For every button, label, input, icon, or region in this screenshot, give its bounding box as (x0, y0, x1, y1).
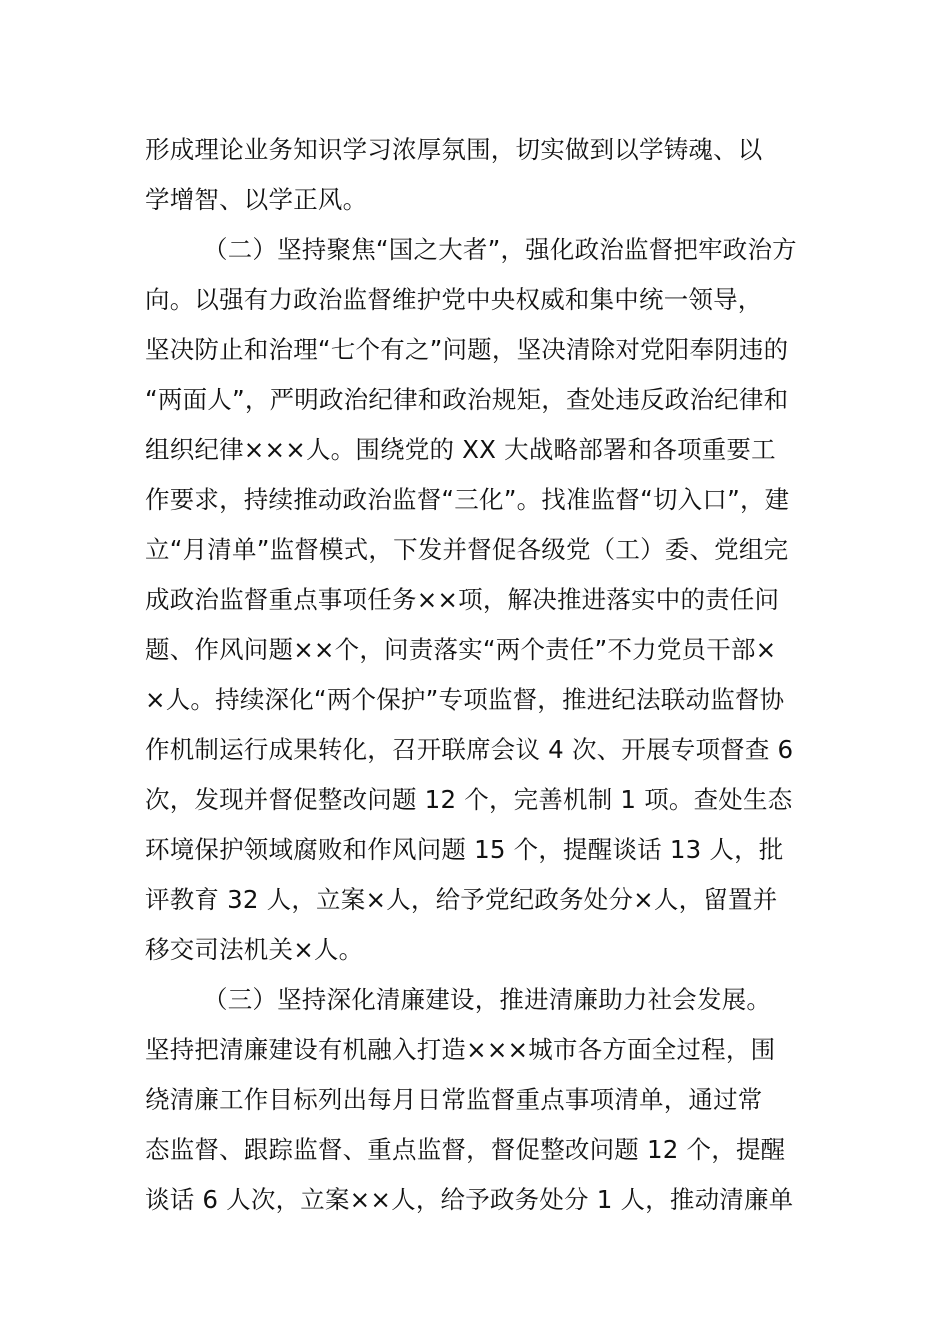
text-line: 谈话 6 人次，立案××人，给予政务处分 1 人，推动清廉单 (145, 1185, 794, 1214)
text-line: 组织纪律×××人。围绕党的 XX 大战略部署和各项重要工 (145, 435, 776, 464)
section-heading-3: （三）坚持深化清廉建设，推进清廉助力社会发展。 (203, 985, 772, 1014)
text-line: 题、作风问题××个，问责落实“两个责任”不力党员干部× (145, 635, 777, 664)
text-line: “两面人”，严明政治纪律和政治规矩，查处违反政治纪律和 (145, 385, 789, 414)
text-line: 次，发现并督促整改问题 12 个，完善机制 1 项。查处生态 (145, 785, 793, 814)
text-line: 坚决防止和治理“七个有之”问题，坚决清除对党阳奉阴违的 (145, 335, 789, 364)
text-line: 作机制运行成果转化，召开联席会议 4 次、开展专项督查 6 (145, 735, 794, 764)
section-heading-2: （二）坚持聚焦“国之大者”，强化政治监督把牢政治方 (203, 235, 797, 264)
text-line: 绕清廉工作目标列出每月日常监督重点事项清单，通过常 (145, 1085, 763, 1114)
text-line: 立“月清单”监督模式，下发并督促各级党（工）委、党组完 (145, 535, 789, 564)
text-line: 评教育 32 人，立案×人，给予党纪政务处分×人，留置并 (145, 885, 778, 914)
text-line: 成政治监督重点事项任务××项，解决推进落实中的责任问 (145, 585, 780, 614)
text-line: 态监督、跟踪监督、重点监督，督促整改问题 12 个，提醒 (145, 1135, 786, 1164)
text-line: 形成理论业务知识学习浓厚氛围，切实做到以学铸魂、以 (145, 135, 763, 164)
text-line: 学增智、以学正风。 (145, 185, 368, 214)
text-line: ×人。持续深化“两个保护”专项监督，推进纪法联动监督协 (145, 685, 785, 714)
text-line: 向。以强有力政治监督维护党中央权威和集中统一领导， (145, 285, 763, 314)
text-line: 坚持把清廉建设有机融入打造×××城市各方面全过程，围 (145, 1035, 776, 1064)
text-line: 作要求，持续推动政治监督“三化”。找准监督“切入口”，建 (145, 485, 790, 514)
text-line: 环境保护领域腐败和作风问题 15 个，提醒谈话 13 人，批 (145, 835, 784, 864)
text-line: 移交司法机关×人。 (145, 935, 364, 964)
